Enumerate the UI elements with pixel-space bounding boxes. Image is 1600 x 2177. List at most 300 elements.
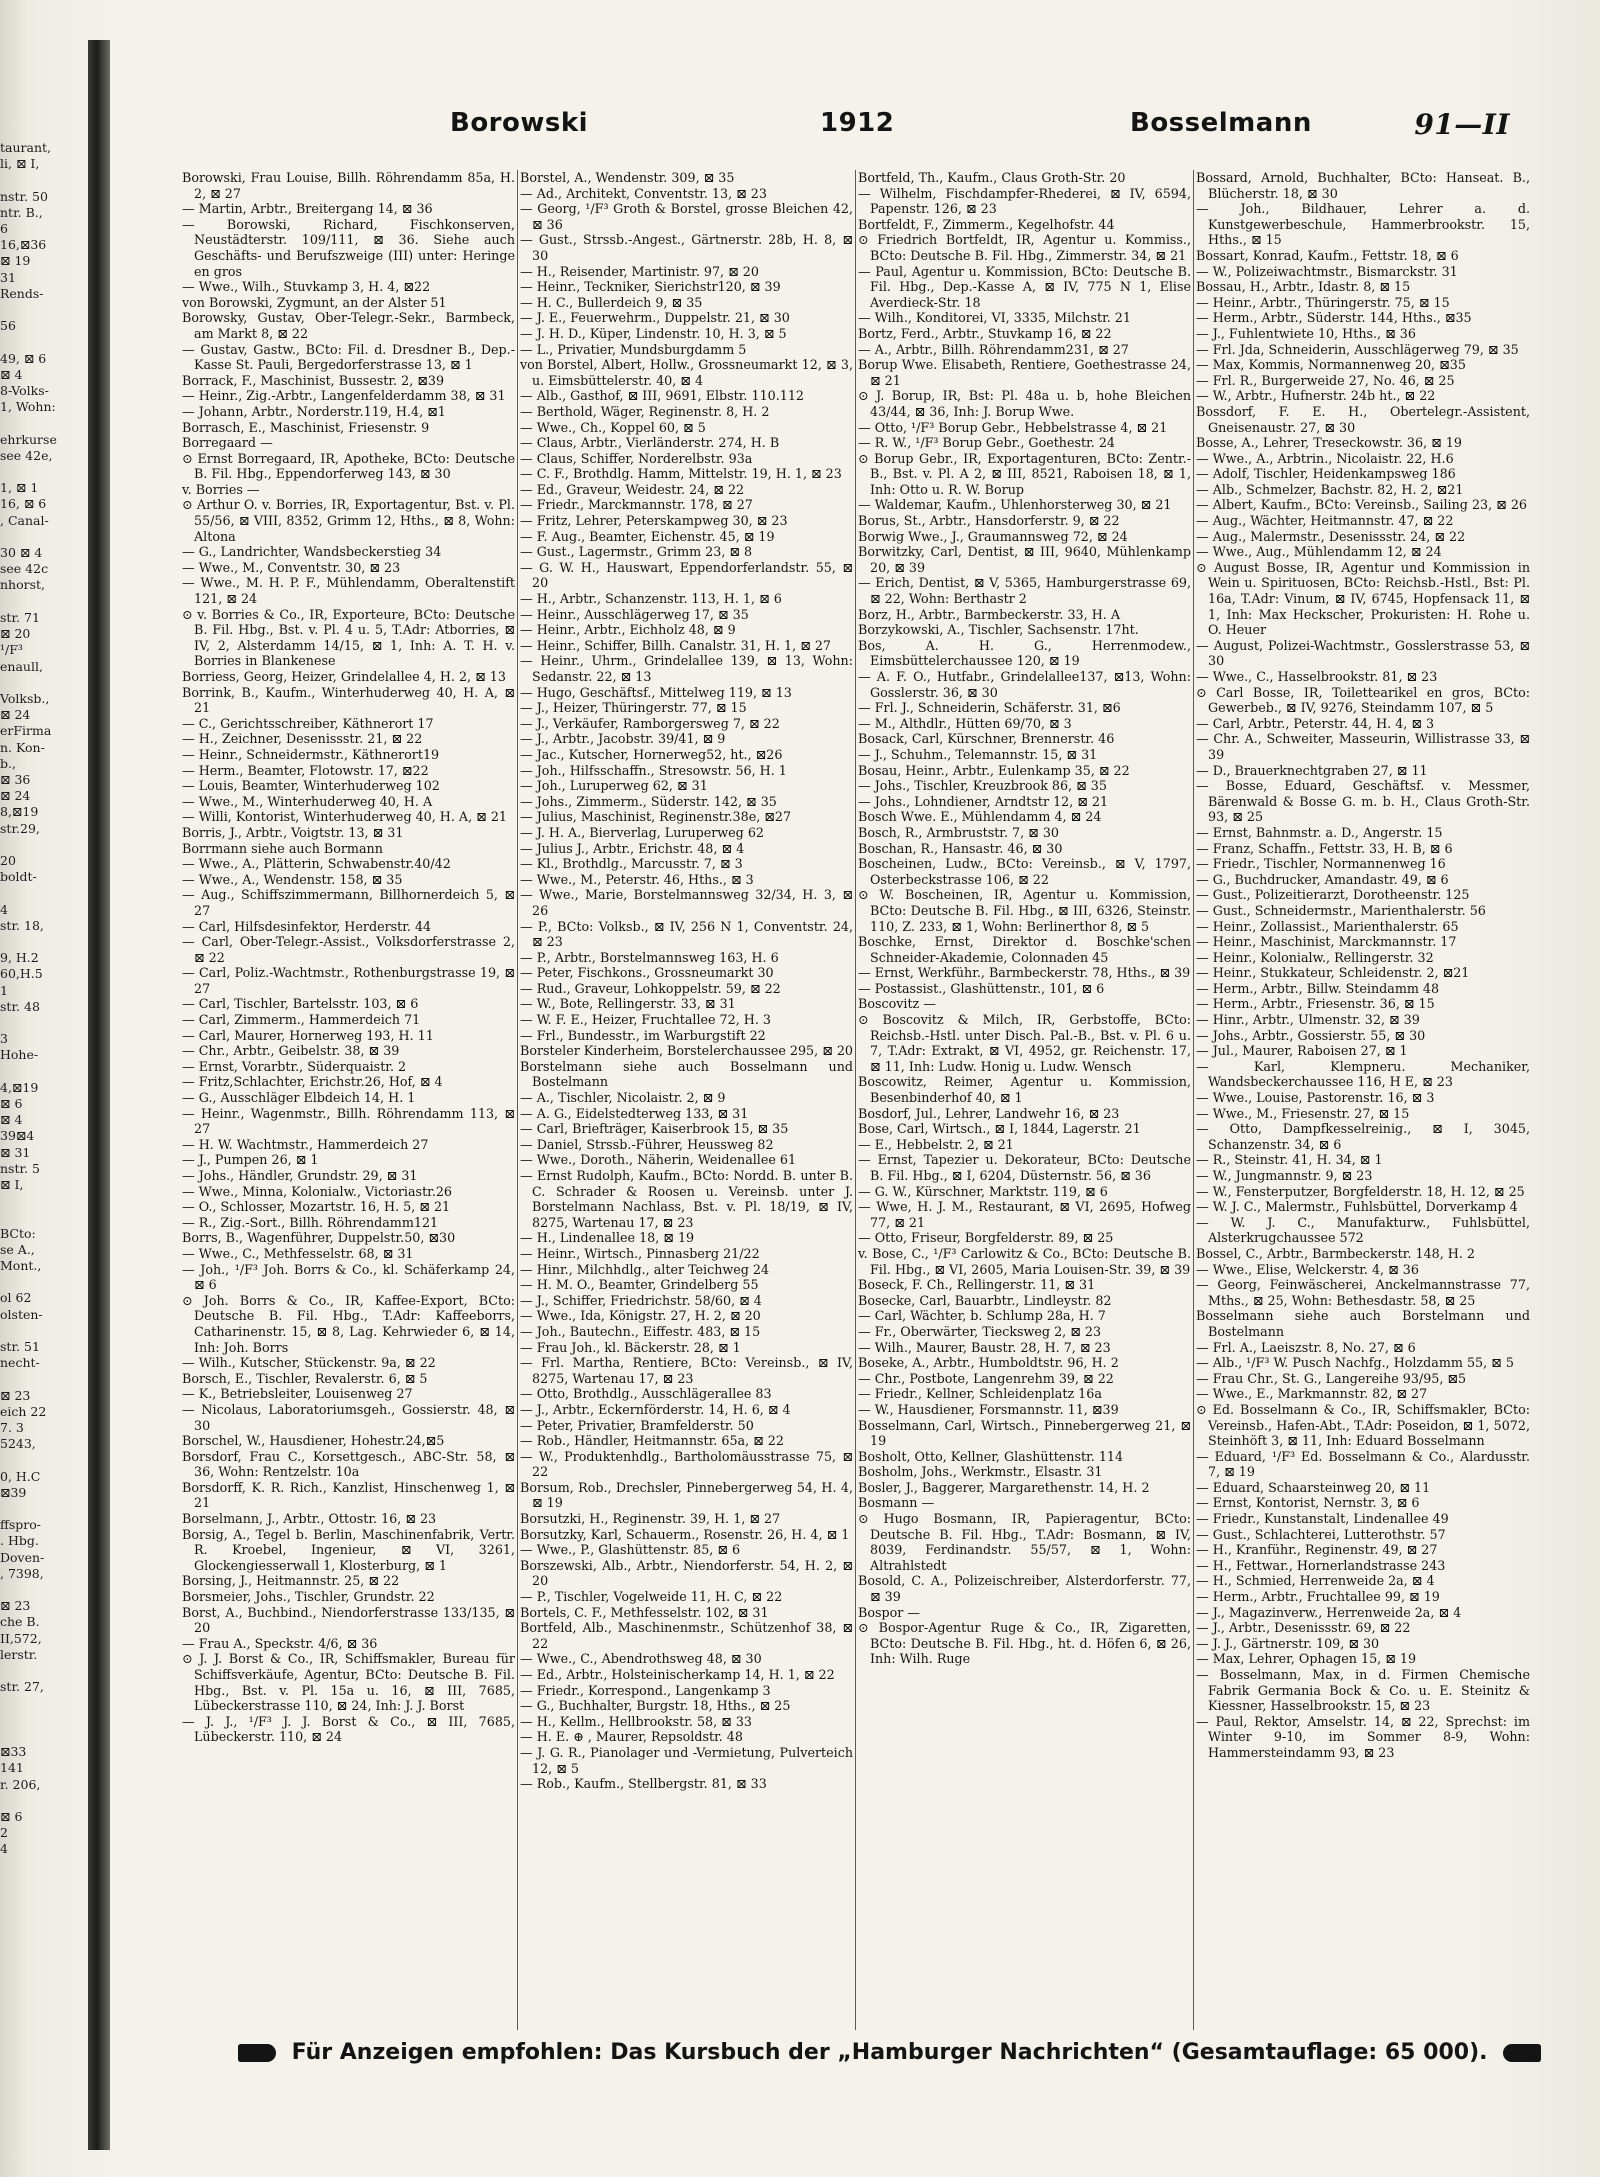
directory-entry: — Albert, Kaufm., BCto: Vereinsb., Sailing 23, ⊠ 26 — [1196, 497, 1527, 513]
directory-entry: — A. G., Eidelstedterweg 133, ⊠ 31 — [520, 1105, 749, 1121]
directory-entry: — Carl, Ober-Telegr.-Assist., Volksdorferstrasse 2, ⊠ 22 — [182, 934, 515, 965]
directory-entry: — R., Zig.-Sort., Billh. Röhrendamm121 — [182, 1214, 439, 1230]
directory-entry: — Carl, Briefträger, Kaiserbrook 15, ⊠ 35 — [520, 1121, 789, 1137]
directory-entry: Borst, A., Buchbind., Niendorferstrasse 133/135, ⊠ 20 — [182, 1604, 515, 1636]
directory-entry: — Friedr., Marckmannstr. 178, ⊠ 27 — [520, 497, 753, 513]
directory-entry: — Joh., Hilfsschaffn., Stresowstr. 56, H. 1 — [520, 762, 787, 778]
directory-entry: — J. H. A., Bierverlag, Luruperweg 62 — [520, 824, 764, 840]
directory-entry: — Paul, Agentur u. Kommission, BCto: Deutsche B. Fil. Hbg., Dep.-Kasse A, ⊠ IV, 775 N 1, Elise Averdieck-Str. 18 — [858, 263, 1191, 310]
margin-fragment: str. 27, — [0, 1679, 44, 1695]
directory-entry: von Borowski, Zygmunt, an der Alster 51 — [182, 294, 447, 310]
margin-fragment: 20 — [0, 852, 16, 868]
column-rule — [855, 170, 856, 2030]
directory-entry: — Friedr., Kunstanstalt, Lindenallee 49 — [1196, 1511, 1449, 1527]
margin-fragment: ⊠ 6 — [0, 1808, 23, 1824]
margin-fragment: 1, Wohn: — [0, 399, 56, 415]
directory-entry: Borsdorf, Frau C., Korsettgesch., ABC-Str. 58, ⊠ 36, Wohn: Rentzelstr. 10a — [182, 1448, 515, 1480]
directory-entry: — J., Schiffer, Friedrichstr. 58/60, ⊠ 4 — [520, 1292, 762, 1308]
directory-entry: — Jul., Maurer, Raboisen 27, ⊠ 1 — [1196, 1043, 1408, 1059]
margin-fragment: 9, H.2 — [0, 950, 39, 966]
directory-entry: — Gust., Schlachterei, Lutterothstr. 57 — [1196, 1526, 1446, 1542]
directory-entry: — Wilhelm, Fischdampfer-Rhederei, ⊠ IV, 6594, Papenstr. 126, ⊠ 23 — [858, 185, 1191, 217]
directory-entry: — Fritz, Lehrer, Peterskampweg 30, ⊠ 23 — [520, 513, 788, 529]
directory-entry: — Berthold, Wäger, Reginenstr. 8, H. 2 — [520, 403, 770, 419]
directory-entry: — A. F. O., Hutfabr., Grindelallee137, ⊠13, Wohn: Gosslerstr. 36, ⊠ 30 — [858, 669, 1191, 700]
directory-entry: — Chr., Arbtr., Geibelstr. 38, ⊠ 39 — [182, 1043, 400, 1059]
directory-entry: — J. J., Gärtnerstr. 109, ⊠ 30 — [1196, 1635, 1380, 1651]
margin-fragment: . Hbg. — [0, 1533, 39, 1549]
directory-entry: — Borowski, Richard, Fischkonserven, Neustädterstr. 109/111, ⊠ 36. Siehe auch Geschäfts- und Berufszweige (III) unter: Heringe en gros — [182, 216, 515, 279]
directory-entry: — Franz, Schaffn., Fettstr. 33, H. B, ⊠ 6 — [1196, 840, 1453, 856]
margin-fragment — [0, 302, 82, 318]
directory-entry: — Fritz,Schlachter, Erichstr.26, Hof, ⊠ 4 — [182, 1074, 443, 1090]
directory-entry: — Waldemar, Kaufm., Uhlenhorsterweg 30, ⊠ 21 — [858, 497, 1172, 513]
directory-entry: ⊙ Friedrich Bortfeldt, IR, Agentur u. Kommiss., BCto: Deutsche B. Fil. Hbg., Zimmerstr. 34, ⊠ 21 — [858, 232, 1191, 263]
directory-entry: — Wwe., P., Glashüttenstr. 85, ⊠ 6 — [520, 1542, 741, 1558]
margin-fragment: ehrkurse — [0, 431, 57, 447]
margin-fragment — [0, 1793, 82, 1809]
directory-entry: — Joh., ¹/F³ Joh. Borrs & Co., kl. Schäferkamp 24, ⊠ 6 — [182, 1261, 515, 1293]
directory-entry: — Karl, Klempneru. Mechaniker, Wandsbeckerchaussee 116, H E, ⊠ 23 — [1196, 1058, 1530, 1090]
directory-entry: — Georg, ¹/F³ Groth & Borstel, grosse Bleichen 42, ⊠ 36 — [520, 201, 853, 232]
directory-entry: — Johs., Zimmerm., Süderstr. 142, ⊠ 35 — [520, 793, 777, 809]
directory-entry: — W., Bote, Rellingerstr. 33, ⊠ 31 — [520, 996, 736, 1012]
margin-fragment: taurant, — [0, 140, 52, 155]
margin-fragment: 5243, — [0, 1436, 36, 1452]
directory-entry: — Max, Kommis, Normannenweg 20, ⊠35 — [1196, 357, 1466, 373]
directory-column-4 — [1196, 170, 1530, 2035]
margin-fragment: Mont., — [0, 1258, 42, 1274]
margin-fragment: ⊠33 — [0, 1744, 27, 1760]
directory-entry: — Herm., Beamter, Flotowstr. 17, ⊠22 — [182, 762, 429, 778]
directory-entry: — Wwe., M. H. P. F., Mühlendamm, Oberaltenstift 121, ⊠ 24 — [182, 575, 515, 607]
directory-entry: — Frau Joh., kl. Bäckerstr. 28, ⊠ 1 — [520, 1339, 741, 1355]
directory-entry: Bortz, Ferd., Arbtr., Stuvkamp 16, ⊠ 22 — [858, 325, 1112, 341]
directory-entry: — Frau Chr., St. G., Langereihe 93/95, ⊠5 — [1196, 1370, 1467, 1386]
directory-entry: — Heinr., Ausschlägerweg 17, ⊠ 35 — [520, 606, 749, 622]
directory-entry: — Alb., Schmelzer, Bachstr. 82, H. 2, ⊠21 — [1196, 481, 1464, 497]
directory-entry: Bosholm, Johs., Werkmstr., Elsastr. 31 — [858, 1464, 1103, 1480]
directory-entry: — Willi, Kontorist, Winterhuderweg 40, H. A, ⊠ 21 — [182, 809, 507, 825]
directory-entry: Bossau, H., Arbtr., Idastr. 8, ⊠ 15 — [1196, 279, 1411, 295]
directory-entry: Bosmann — — [858, 1495, 935, 1511]
directory-entry: — Wwe., A., Plätterin, Schwabenstr.40/42 — [182, 856, 451, 872]
margin-fragment: 3 — [0, 1031, 8, 1047]
margin-fragment — [0, 1209, 82, 1225]
margin-fragment — [0, 675, 82, 691]
directory-entry: — A., Arbtr., Billh. Röhrendamm231, ⊠ 27 — [858, 341, 1129, 357]
directory-entry: — Heinr., Schiffer, Billh. Canalstr. 31, H. 1, ⊠ 27 — [520, 637, 832, 653]
directory-entry: — Heinr., Stukkateur, Schleidenstr. 2, ⊠21 — [1196, 965, 1470, 981]
margin-fragment: enaull, — [0, 658, 43, 674]
directory-entry: Bosack, Carl, Kürschner, Brennerstr. 46 — [858, 731, 1115, 747]
directory-entry: — Frl. Martha, Rentiere, BCto: Vereinsb., ⊠ IV, 8275, Wartenau 17, ⊠ 23 — [520, 1355, 853, 1386]
directory-entry: — Claus, Arbtr., Vierländerstr. 274, H. B — [520, 435, 780, 451]
directory-entry: — H., Kranführ., Reginenstr. 49, ⊠ 27 — [1196, 1542, 1438, 1558]
margin-fragment: 2 — [0, 1825, 8, 1841]
margin-fragment: 60,H.5 — [0, 966, 43, 982]
directory-entry: — Carl, Wächter, b. Schlump 28a, H. 7 — [858, 1308, 1106, 1324]
directory-entry: — Fr., Oberwärter, Tiecksweg 2, ⊠ 23 — [858, 1323, 1102, 1339]
directory-entry: — Aug., Schiffszimmermann, Billhornerdeich 5, ⊠ 27 — [182, 887, 515, 918]
column-rule — [517, 170, 518, 2030]
directory-entry: ⊙ W. Boscheinen, IR, Agentur u. Kommission, BCto: Deutsche B. Fil. Hbg., ⊠ III, 6326, Steinstr. 110, Z. 233, ⊠ 1, Wohn: Berlinerthor 8, ⊠ 5 — [858, 887, 1191, 934]
directory-entry: — J. E., Feuerwehrm., Duppelstr. 21, ⊠ 30 — [520, 310, 790, 326]
directory-entry: — Wwe., C., Methfesselstr. 68, ⊠ 31 — [182, 1245, 414, 1261]
directory-entry: — Louis, Beamter, Winterhuderweg 102 — [182, 778, 440, 794]
directory-entry: — J., Heizer, Thüringerstr. 77, ⊠ 15 — [520, 700, 747, 716]
directory-entry: — Carl, Hilfsdesinfektor, Herderstr. 44 — [182, 918, 432, 934]
directory-entry: — Eduard, ¹/F³ Ed. Bosselmann & Co., Alardusstr. 7, ⊠ 19 — [1196, 1448, 1530, 1480]
directory-entry: — Max, Lehrer, Ophagen 15, ⊠ 19 — [1196, 1651, 1417, 1667]
margin-fragment: Hohe- — [0, 1047, 39, 1063]
directory-entry: — L., Privatier, Mundsburgdamm 5 — [520, 341, 747, 357]
page-header — [180, 108, 1510, 144]
margin-fragment: n. Kon- — [0, 739, 45, 755]
pointing-hand-right-icon — [1503, 2044, 1541, 2062]
directory-entry: — Bosse, Eduard, Geschäftsf. v. Messmer, Bärenwald & Bosse G. m. b. H., Claus Groth-Str. 93, ⊠ 25 — [1196, 778, 1530, 825]
directory-entry: Bosselmann, Carl, Wirtsch., Pinnebergerweg 21, ⊠ 19 — [858, 1417, 1191, 1449]
margin-fragment — [0, 1064, 82, 1080]
directory-entry: — Hinr., Milchhdlg., alter Teichweg 24 — [520, 1261, 770, 1277]
directory-entry: — H. W. Wachtmstr., Hammerdeich 27 — [182, 1136, 429, 1152]
margin-fragment — [0, 885, 82, 901]
directory-entry: — H., Fettwar., Hornerlandstrasse 243 — [1196, 1557, 1446, 1573]
margin-fragment: Volksb., — [0, 690, 50, 706]
margin-fragment: see 42e, — [0, 447, 53, 463]
directory-entry: Borsutzky, Karl, Schauerm., Rosenstr. 26, H. 4, ⊠ 1 — [520, 1526, 850, 1542]
directory-entry: Borsdorff, K. R. Rich., Kanzlist, Hinschenweg 1, ⊠ 21 — [182, 1479, 515, 1511]
directory-entry: — Bosselmann, Max, in d. Firmen Chemische Fabrik Germania Bock & Co. u. E. Steinitz & Kiessner, Hasselbrookstr. 15, ⊠ 23 — [1196, 1667, 1530, 1714]
directory-entry: Borrack, F., Maschinist, Bussestr. 2, ⊠39 — [182, 372, 445, 388]
directory-entry: Bosecke, Carl, Bauarbtr., Lindleystr. 82 — [858, 1292, 1112, 1308]
directory-entry: — A., Tischler, Nicolaistr. 2, ⊠ 9 — [520, 1090, 726, 1106]
directory-entry: Bossart, Konrad, Kaufm., Fettstr. 18, ⊠ 6 — [1196, 247, 1459, 263]
directory-entry: — P., Tischler, Vogelweide 11, H. C, ⊠ 22 — [520, 1589, 783, 1605]
directory-entry: — J. H. D., Küper, Lindenstr. 10, H. 3, ⊠ 5 — [520, 325, 787, 341]
directory-entry: — Alb., Gasthof, ⊠ III, 9691, Elbstr. 110.112 — [520, 388, 804, 404]
directory-entry: — Daniel, Strssb.-Führer, Heussweg 82 — [520, 1136, 774, 1152]
directory-entry: — D., Brauerknechtgraben 27, ⊠ 11 — [1196, 762, 1428, 778]
margin-fragment: ⊠ 20 — [0, 626, 31, 642]
directory-entry: Borsmeier, Johs., Tischler, Grundstr. 22 — [182, 1589, 435, 1605]
margin-fragment: II,572, — [0, 1630, 42, 1646]
directory-entry: ⊙ v. Borries & Co., IR, Exporteure, BCto: Deutsche B. Fil. Hbg., Bst. v. Pl. 4 u. 5, T.Adr: Atborries, ⊠ IV, 2, Alsterdamm 14/15, ⊠ 1, Inh: A. T. H. v. Borries in Blankenese — [182, 606, 515, 669]
directory-entry: — Heinr., Zollassist., Marienthalerstr. 65 — [1196, 918, 1459, 934]
directory-entry: Borrs, B., Wagenführer, Duppelstr.50, ⊠30 — [182, 1230, 456, 1246]
directory-entry: — Joh., Bautechn., Eiffestr. 483, ⊠ 15 — [520, 1323, 761, 1339]
directory-entry: — G., Ausschläger Elbdeich 14, H. 1 — [182, 1090, 416, 1106]
margin-fragment: 4 — [0, 1841, 8, 1857]
directory-entry: — Johs., Tischler, Kreuzbrook 86, ⊠ 35 — [858, 778, 1107, 794]
directory-entry: Borsch, E., Tischler, Revalerstr. 6, ⊠ 5 — [182, 1370, 428, 1386]
directory-entry: — Heinr., Kolonialw., Rellingerstr. 32 — [1196, 949, 1434, 965]
directory-entry: Borsing, J., Heitmannstr. 25, ⊠ 22 — [182, 1573, 400, 1589]
directory-entry: — H., Schmied, Herrenweide 2a, ⊠ 4 — [1196, 1573, 1435, 1589]
directory-entry: — Nicolaus, Laboratoriumsgeh., Gossierstr. 48, ⊠ 30 — [182, 1401, 515, 1433]
margin-fragment — [0, 1663, 82, 1679]
directory-entry: — Aug., Wächter, Heitmannstr. 47, ⊠ 22 — [1196, 513, 1454, 529]
margin-fragment: ntr. B., — [0, 204, 43, 220]
margin-fragment — [0, 1696, 82, 1712]
margin-fragment: see 42c — [0, 561, 49, 577]
directory-entry: — Aug., Malermstr., Desenissstr. 24, ⊠ 22 — [1196, 528, 1466, 544]
directory-entry: ⊙ Boscovitz & Milch, IR, Gerbstoffe, BCto: Reichsb.-Hstl. unter Disch. Pal.-B., Bst. v. Pl. 6 u. 7, T.Adr: Extrakt, ⊠ VI, 4952, gr. Reichenstr. 17, ⊠ 11, Inh: Ludw. Honig u. Ludw. Wensch — [858, 1012, 1191, 1074]
directory-entry: — F. Aug., Beamter, Eichenstr. 45, ⊠ 19 — [520, 528, 775, 544]
directory-entry: — Friedr., Tischler, Normannenweg 16 — [1196, 856, 1446, 872]
directory-entry: — Wwe., A., Wendenstr. 158, ⊠ 35 — [182, 871, 403, 887]
margin-fragment: , 7398, — [0, 1565, 44, 1581]
directory-entry: — Rob., Händler, Heitmannstr. 65a, ⊠ 22 — [520, 1433, 784, 1449]
directory-entry: — Wwe., C., Abendrothsweg 48, ⊠ 30 — [520, 1651, 762, 1667]
margin-fragment: Rends- — [0, 285, 44, 301]
directory-entry: — Wwe., Marie, Borstelmannsweg 32/34, H. 3, ⊠ 26 — [520, 887, 853, 918]
directory-entry: — Ernst, Werkführ., Barmbeckerstr. 78, Hths., ⊠ 39 — [858, 965, 1191, 981]
directory-entry: — Gustav, Gastw., BCto: Fil. d. Dresdner B., Dep.-Kasse St. Pauli, Bergedorferstrasse 13, ⊠ 1 — [182, 341, 515, 373]
directory-entry: — G., Buchdrucker, Amandastr. 49, ⊠ 6 — [1196, 871, 1449, 887]
margin-fragment: li, ⊠ I, — [0, 156, 40, 172]
directory-entry: Borrmann siehe auch Bormann — [182, 840, 383, 856]
directory-entry: Bosch, R., Armbruststr. 7, ⊠ 30 — [858, 824, 1059, 840]
directory-entry: — Ernst, Tapezier u. Dekorateur, BCto: Deutsche B. Fil. Hbg., ⊠ I, 6204, Düsternstr. 56, ⊠ 36 — [858, 1152, 1191, 1183]
margin-fragment: che B. — [0, 1614, 40, 1630]
directory-entry: — Wilh., Konditorei, VI, 3335, Milchstr. 21 — [858, 310, 1131, 326]
directory-entry: ⊙ Ernst Borregaard, IR, Apotheke, BCto: Deutsche B. Fil. Hbg., Eppendorferweg 143, ⊠ 30 — [182, 450, 515, 482]
header-first-name: Borowski — [450, 108, 589, 138]
directory-entry: Borsig, A., Tegel b. Berlin, Maschinenfabrik, Vertr. R. Kroebel, Ingenieur, ⊠ VI, 3261, Glockengiesserwall 1, Klosterburg, ⊠ 1 — [182, 1526, 515, 1573]
directory-entry: — R., Steinstr. 41, H. 34, ⊠ 1 — [1196, 1152, 1383, 1168]
directory-entry: von Borstel, Albert, Hollw., Grossneumarkt 12, ⊠ 3, u. Eimsbüttelerstr. 40, ⊠ 4 — [520, 357, 853, 388]
margin-fragment — [0, 172, 82, 188]
directory-entry: — G., Landrichter, Wandsbeckerstieg 34 — [182, 544, 442, 560]
directory-entry: — Eduard, Schaarsteinweg 20, ⊠ 11 — [1196, 1479, 1431, 1495]
directory-entry: — Johs., Händler, Grundstr. 29, ⊠ 31 — [182, 1168, 418, 1183]
directory-entry: — Otto, Brothdlg., Ausschlägerallee 83 — [520, 1386, 772, 1402]
margin-fragment — [0, 529, 82, 545]
directory-entry: ⊙ Ed. Bosselmann & Co., IR, Schiffsmakler, BCto: Vereinsb., Hafen-Abt., T.Adr: Poseidon, ⊠ 1, 5072, Steinhöft 3, ⊠ 11, Inh: Eduard Bosselmann — [1196, 1401, 1530, 1449]
directory-entry: Bosholt, Otto, Kellner, Glashüttenstr. 114 — [858, 1448, 1124, 1464]
margin-fragment: nstr. 5 — [0, 1160, 40, 1176]
margin-fragment — [0, 1193, 82, 1209]
directory-entry: — J., Verkäufer, Ramborgersweg 7, ⊠ 22 — [520, 715, 780, 731]
directory-entry: Boseke, A., Arbtr., Humboldtstr. 96, H. 2 — [858, 1355, 1119, 1371]
margin-fragment — [0, 1452, 82, 1468]
directory-entry: Bossdorf, F. E. H., Obertelegr.-Assistent, Gneisenaustr. 27, ⊠ 30 — [1196, 403, 1530, 435]
header-page-number: 91—II — [1414, 108, 1510, 141]
margin-fragment: 1 — [0, 982, 8, 998]
footer-text: Für Anzeigen empfohlen: Das Kursbuch der „Hamburger Nachrichten“ (Gesamtauflage: 65 000). — [291, 2040, 1488, 2065]
header-last-name: Bosselmann — [1130, 108, 1312, 138]
directory-entry: — Alb., ¹/F³ W. Pusch Nachfg., Holzdamm 55, ⊠ 5 — [1196, 1355, 1514, 1371]
pointing-hand-left-icon — [238, 2044, 276, 2062]
margin-fragment: 7. 3 — [0, 1420, 24, 1436]
margin-fragment — [0, 334, 82, 350]
margin-fragment: 39⊠4 — [0, 1128, 35, 1144]
directory-entry: — J. J., ¹/F³ J. J. Borst & Co., ⊠ III, 7685, Lübeckerstr. 110, ⊠ 24 — [182, 1713, 515, 1745]
directory-entry: — Otto, Dampfkesselreinig., ⊠ I, 3045, Schanzenstr. 34, ⊠ 6 — [1196, 1121, 1530, 1152]
directory-entry: Borz, H., Arbtr., Barmbeckerstr. 33, H. A — [858, 606, 1120, 622]
directory-entry: — Otto, ¹/F³ Borup Gebr., Hebbelstrasse 4, ⊠ 21 — [858, 419, 1168, 435]
margin-fragment — [0, 1501, 82, 1517]
margin-fragment: r. 206, — [0, 1776, 41, 1792]
directory-entry: — J., Pumpen 26, ⊠ 1 — [182, 1152, 319, 1168]
directory-entry: — H., Reisender, Martinistr. 97, ⊠ 20 — [520, 263, 759, 279]
margin-fragment — [0, 1323, 82, 1339]
directory-entry: Bos, A. H. G., Herrenmodew., Eimsbüttelerchaussee 120, ⊠ 19 — [858, 637, 1191, 669]
directory-entry: ⊙ J. Borup, IR, Bst: Pl. 48a u. b, hohe Bleichen 43/44, ⊠ 36, Inh: J. Borup Wwe. — [858, 388, 1191, 419]
margin-fragment: eich 22 — [0, 1403, 47, 1419]
directory-entry: Borus, St., Arbtr., Hansdorferstr. 9, ⊠ 22 — [858, 513, 1120, 529]
directory-entry: — Georg, Feinwäscherei, Anckelmannstrasse 77, Mths., ⊠ 25, Wohn: Bethesdastr. 58, ⊠ 25 — [1196, 1277, 1530, 1308]
directory-entry: ⊙ Joh. Borrs & Co., IR, Kaffee-Export, BCto: Deutsche B. Fil. Hbg., T.Adr: Kaffeeborrs, Catharinenstr. 15, ⊠ 8, Lag. Kehrwieder 6, ⊠ 14, Inh: Joh. Borrs — [182, 1292, 515, 1355]
directory-entry: — Claus, Schiffer, Norderelbstr. 93a — [520, 450, 753, 466]
directory-entry: — Postassist., Glashüttenstr., 101, ⊠ 6 — [858, 980, 1105, 996]
directory-entry: Bortels, C. F., Methfesselstr. 102, ⊠ 31 — [520, 1604, 769, 1620]
directory-entry: — C. F., Brothdlg. Hamm, Mittelstr. 19, H. 1, ⊠ 23 — [520, 466, 842, 482]
directory-entry: Borstel, A., Wendenstr. 309, ⊠ 35 — [520, 170, 735, 185]
directory-entry: — Adolf, Tischler, Heidenkampsweg 186 — [1196, 466, 1456, 482]
margin-fragment — [0, 594, 82, 610]
directory-entry: — Hinr., Arbtr., Ulmenstr. 32, ⊠ 39 — [1196, 1012, 1420, 1028]
column-rule — [1193, 170, 1194, 2030]
margin-fragment: olsten- — [0, 1306, 43, 1322]
directory-entry: — W., Polizeiwachtmstr., Bismarckstr. 31 — [1196, 263, 1458, 279]
directory-entry: — Wwe., A., Arbtrin., Nicolaistr. 22, H.6 — [1196, 450, 1454, 466]
directory-entry: — Johs., Lohndiener, Arndtstr 12, ⊠ 21 — [858, 793, 1109, 809]
margin-fragment: 8,⊠19 — [0, 804, 39, 820]
directory-entry: — J., Arbtr., Desenissstr. 69, ⊠ 22 — [1196, 1620, 1411, 1636]
directory-entry: — Heinr., Uhrm., Grindelallee 139, ⊠ 13, Wohn: Sedanstr. 22, ⊠ 13 — [520, 653, 853, 684]
directory-entry: Bortfeld, Alb., Maschinenmstr., Schützenhof 38, ⊠ 22 — [520, 1620, 853, 1651]
directory-entry: — P., BCto: Volksb., ⊠ IV, 256 N 1, Conventstr. 24, ⊠ 23 — [520, 918, 853, 950]
directory-entry: — Herm., Arbtr., Fruchtallee 99, ⊠ 19 — [1196, 1589, 1440, 1605]
directory-entry: — J. G. R., Pianolager und -Vermietung, Pulverteich 12, ⊠ 5 — [520, 1744, 853, 1776]
directory-entry: — Wwe., M., Winterhuderweg 40, H. A — [182, 793, 433, 809]
directory-entry: Borriess, Georg, Heizer, Grindelallee 4, H. 2, ⊠ 13 — [182, 669, 506, 684]
directory-entry: Bortfeldt, F., Zimmerm., Kegelhofstr. 44 — [858, 216, 1115, 232]
margin-fragment: 16,⊠36 — [0, 237, 47, 253]
margin-fragment — [0, 415, 82, 431]
directory-entry: — Hugo, Geschäftsf., Mittelweg 119, ⊠ 13 — [520, 684, 792, 700]
directory-entry: — W., Jungmannstr. 9, ⊠ 23 — [1196, 1168, 1373, 1183]
directory-entry: Borrasch, E., Maschinist, Friesenstr. 9 — [182, 419, 430, 435]
directory-entry: ⊙ Hugo Bosmann, IR, Papieragentur, BCto: Deutsche B. Fil. Hbg., T.Adr: Bosmann, ⊠ IV, 8039, Ferdinandstr. 55/57, ⊠ 1, Wohn: Altrahlstedt — [858, 1511, 1191, 1573]
margin-fragment: str. 18, — [0, 917, 44, 933]
directory-entry: Borschel, W., Hausdiener, Hohestr.24,⊠5 — [182, 1433, 445, 1449]
directory-entry: — August, Polizei-Wachtmstr., Gosslerstrasse 53, ⊠ 30 — [1196, 637, 1530, 669]
directory-entry: — P., Arbtr., Borstelmannsweg 163, H. 6 — [520, 949, 779, 965]
directory-entry: — H., Zeichner, Desenissstr. 21, ⊠ 22 — [182, 731, 423, 747]
directory-entry: — G., Buchhalter, Burgstr. 18, Hths., ⊠ 25 — [520, 1698, 791, 1714]
margin-fragment: ffspro- — [0, 1517, 42, 1533]
directory-entry: — Wwe., E., Markmannstr. 82, ⊠ 27 — [1196, 1386, 1428, 1402]
directory-entry: — J., Magazinverw., Herrenweide 2a, ⊠ 4 — [1196, 1604, 1462, 1620]
directory-entry: — Heinr., Teckniker, Sierichstr120, ⊠ 39 — [520, 279, 781, 295]
directory-entry: — Wwe., Doroth., Näherin, Weidenallee 61 — [520, 1152, 797, 1168]
directory-entry: — W., Hausdiener, Forsmannstr. 11, ⊠39 — [858, 1401, 1119, 1417]
directory-entry: Borzykowski, A., Tischler, Sachsenstr. 17ht. — [858, 622, 1139, 638]
directory-entry: — Heinr., Schneidermstr., Käthnerort19 — [182, 746, 440, 762]
directory-entry: — Frl. A., Laeiszstr. 8, No. 27, ⊠ 6 — [1196, 1339, 1416, 1355]
directory-entry: — Carl, Tischler, Bartelsstr. 103, ⊠ 6 — [182, 996, 419, 1012]
directory-entry: ⊙ Carl Bosse, IR, Toilettearikel en gros, BCto: Gewerbeb., ⊠ IV, 9276, Steindamm 107, ⊠ 5 — [1196, 684, 1530, 716]
margin-fragment: ⊠ 4 — [0, 1112, 23, 1128]
margin-fragment: nhorst, — [0, 577, 46, 593]
directory-entry: — Wwe., Elise, Welckerstr. 4, ⊠ 36 — [1196, 1261, 1419, 1277]
margin-fragment: se A., — [0, 1241, 35, 1257]
directory-entry: — Rud., Graveur, Lohkoppelstr. 59, ⊠ 22 — [520, 980, 781, 996]
directory-entry: ⊙ J. J. Borst & Co., IR, Schiffsmakler, Bureau für Schiffsverkäufe, Agentur, BCto: Deutsche B. Fil. Hbg., Bst. v. Pl. 15a u. 16, ⊠ III, 7685, Lübeckerstrasse 110, ⊠ 24, Inh: J. J. Borst — [182, 1651, 515, 1714]
margin-fragment: nstr. 50 — [0, 188, 48, 204]
directory-entry: — Frl. J., Schneiderin, Schäferstr. 31, ⊠6 — [858, 700, 1121, 716]
directory-entry: — Friedr., Kellner, Schleidenplatz 16a — [858, 1386, 1102, 1402]
margin-fragment: BCto: — [0, 1225, 36, 1241]
directory-entry: v. Borries — — [182, 481, 260, 497]
directory-entry: — Peter, Fischkons., Grossneumarkt 30 — [520, 965, 774, 981]
directory-entry: — Gust., Polizeitierarzt, Dorotheenstr. 125 — [1196, 887, 1470, 903]
directory-entry: Bortfeld, Th., Kaufm., Claus Groth-Str. 20 — [858, 170, 1126, 185]
margin-fragment: ⊠ I, — [0, 1177, 24, 1192]
directory-entry: Borwitzky, Carl, Dentist, ⊠ III, 9640, Mühlenkamp 20, ⊠ 39 — [858, 544, 1191, 575]
directory-entry: — W. F. E., Heizer, Fruchtallee 72, H. 3 — [520, 1012, 771, 1028]
directory-entry: — Heinr., Wirtsch., Pinnasberg 21/22 — [520, 1245, 760, 1261]
directory-entry: — Wwe, H. J. M., Restaurant, ⊠ VI, 2695, Hofweg 77, ⊠ 21 — [858, 1199, 1191, 1230]
directory-entry: — Wwe., M., Friesenstr. 27, ⊠ 15 — [1196, 1105, 1410, 1121]
directory-entry: — Wwe., C., Hasselbrookstr. 81, ⊠ 23 — [1196, 669, 1438, 684]
directory-column-2 — [520, 170, 853, 2035]
directory-entry: — Gust., Strssb.-Angest., Gärtnerstr. 28b, H. 8, ⊠ 30 — [520, 232, 853, 263]
margin-fragment: ⊠ 23 — [0, 1598, 31, 1614]
margin-fragment: 30 ⊠ 4 — [0, 545, 43, 561]
directory-entry: — W., Produktenhdlg., Bartholomäusstrasse 75, ⊠ 22 — [520, 1448, 853, 1480]
directory-entry: — Wwe., Aug., Mühlendamm 12, ⊠ 24 — [1196, 544, 1442, 560]
directory-entry: — Joh., Luruperweg 62, ⊠ 31 — [520, 778, 708, 794]
book-gutter — [88, 40, 110, 2150]
margin-fragment: erFirma — [0, 723, 52, 739]
directory-entry: — Heinr., Zig.-Arbtr., Langenfelderdamm 38, ⊠ 31 — [182, 388, 506, 404]
margin-fragment: necht- — [0, 1355, 40, 1371]
margin-fragment — [0, 1728, 82, 1744]
directory-entry: — Wwe., Wilh., Stuvkamp 3, H. 4, ⊠22 — [182, 279, 431, 295]
directory-entry: — Wwe., M., Peterstr. 46, Hths., ⊠ 3 — [520, 871, 754, 887]
margin-fragment: str. 71 — [0, 609, 40, 625]
directory-column-1 — [182, 170, 515, 2035]
directory-entry: — M., Althdlr., Hütten 69/70, ⊠ 3 — [858, 715, 1072, 731]
margin-fragment: ⊠ 36 — [0, 771, 31, 787]
margin-fragment: ⊠ 23 — [0, 1387, 31, 1403]
margin-fragment — [0, 1371, 82, 1387]
margin-fragment: 56 — [0, 318, 16, 334]
directory-entry: Boscheinen, Ludw., BCto: Vereinsb., ⊠ V, 1797, Osterbeckstrasse 106, ⊠ 22 — [858, 856, 1191, 887]
directory-entry: — W. J. C., Manufakturw., Fuhlsbüttel, Alsterkrugchaussee 572 — [1196, 1214, 1530, 1246]
directory-entry: — C., Gerichtsschreiber, Käthnerort 17 — [182, 715, 434, 731]
directory-entry: ⊙ Borup Gebr., IR, Exportagenturen, BCto: Zentr.-B., Bst. v. Pl. A 2, ⊠ III, 8521, Raboisen 18, ⊠ 1, Inh: Otto u. R. W. Borup — [858, 450, 1191, 497]
directory-entry: ⊙ Arthur O. v. Borries, IR, Exportagentur, Bst. v. Pl. 55/56, ⊠ VIII, 8352, Grimm 12, Hths., ⊠ 8, Wohn: Altona — [182, 497, 515, 544]
directory-entry: — Johann, Arbtr., Norderstr.119, H.4, ⊠1 — [182, 403, 446, 419]
directory-entry: Borstelmann siehe auch Bosselmann und Bostelmann — [520, 1058, 853, 1090]
directory-entry: — W., Arbtr., Hufnerstr. 24b ht., ⊠ 22 — [1196, 388, 1436, 404]
directory-entry: — Gust., Lagermstr., Grimm 23, ⊠ 8 — [520, 544, 753, 560]
directory-entry: — Johs., Arbtr., Gossierstr. 55, ⊠ 30 — [1196, 1027, 1426, 1043]
directory-entry: — Herm., Arbtr., Süderstr. 144, Hths., ⊠35 — [1196, 310, 1472, 326]
directory-entry: — Joh., Bildhauer, Lehrer a. d. Kunstgewerbeschule, Hammerbrookstr. 15, Hths., ⊠ 15 — [1196, 201, 1530, 248]
directory-entry: — Wwe., Ida, Königstr. 27, H. 2, ⊠ 20 — [520, 1308, 761, 1324]
directory-entry: — Chr. A., Schweiter, Masseurin, Willistrasse 33, ⊠ 39 — [1196, 731, 1530, 762]
advertisement-footer — [230, 2040, 1488, 2080]
directory-entry: — Heinr., Arbtr., Eichholz 48, ⊠ 9 — [520, 622, 736, 638]
directory-entry: Bosse, A., Lehrer, Treseckowstr. 36, ⊠ 19 — [1196, 435, 1462, 451]
margin-fragment: 6 — [0, 221, 8, 237]
